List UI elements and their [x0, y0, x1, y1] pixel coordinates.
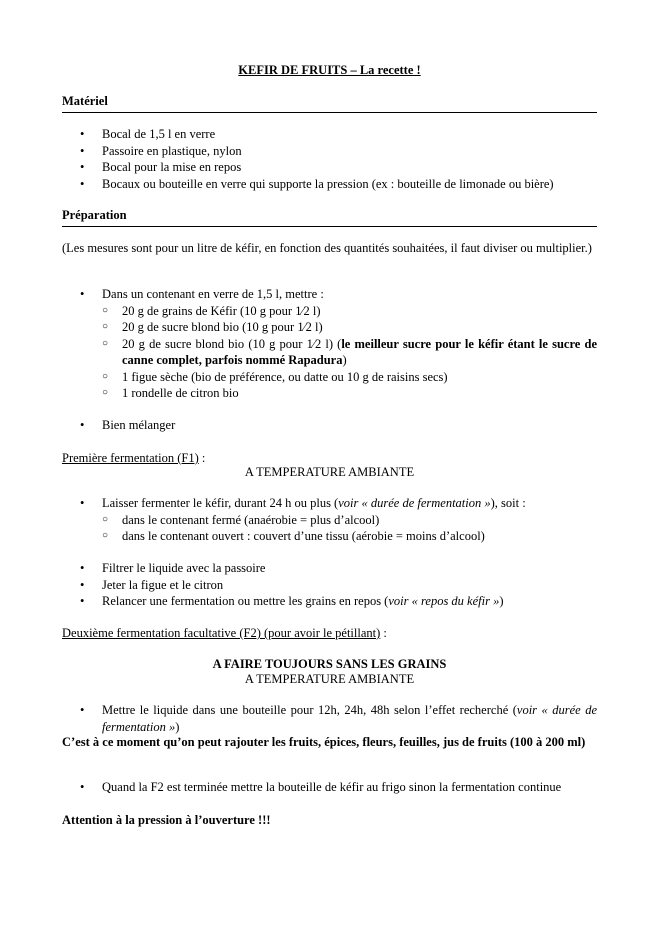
list-item: • Passoire en plastique, nylon	[80, 143, 242, 158]
materiel-heading: Matériel	[62, 93, 597, 113]
pressure-warning: Attention à la pression à l’ouverture !!!	[62, 813, 271, 827]
f2-list	[80, 702, 597, 735]
f2-note: C’est à ce moment qu’on peut rajouter les fruits, épices, fleurs, feuilles, jus de fruits (100 à 200 ml)	[62, 735, 586, 749]
ingredient-item: ○ 20 g de sucre blond bio (10 g pour 1⁄2 l)	[102, 320, 323, 334]
f2-subtitle: A TEMPERATURE AMBIANTE	[244, 672, 415, 686]
ingredient-item: ○ 1 rondelle de citron bio	[102, 386, 239, 400]
materiel-list	[80, 126, 597, 192]
list-item: • Mettre le liquide dans une bouteille pour 12h, 24h, 48h selon l’effet recherché (voir « durée de fermentation »)	[80, 703, 597, 734]
ferment-option: ○ dans le contenant ouvert : couvert d’une tissu (aérobie = moins d’alcool)	[102, 529, 485, 543]
ingredient-item: ○ 1 figue sèche (bio de préférence, ou datte ou 10 g de raisins secs)	[102, 369, 448, 384]
f1-steps-list	[80, 560, 597, 610]
f1-subtitle: A TEMPERATURE AMBIANTE	[244, 465, 415, 479]
list-item: • Laisser fermenter le kéfir, durant 24 h ou plus (voir « durée de fermentation »), soit : ○ dans le contenant fermé (anaérobie = plus d’alcool) ○ dans le contenant ouvert : couvert d’une tissu (aérobie = moins d’alcool)	[102, 495, 597, 545]
preparation-list	[80, 286, 597, 402]
preparation-intro: (Les mesures sont pour un litre de kéfir, en fonction des quantités souhaitées, il faut diviser ou multiplier.)	[62, 241, 592, 255]
list-item: • Bocal pour la mise en repos	[80, 160, 242, 174]
list-item: • Quand la F2 est terminée mettre la bouteille de kéfir au frigo sinon la fermentation continue	[80, 780, 562, 794]
list-item: • Bocal de 1,5 l en verre	[80, 127, 216, 141]
list-item: • Bien mélanger	[80, 418, 176, 432]
list-item: • Dans un contenant en verre de 1,5 l, mettre : ○ 20 g de grains de Kéfir (10 g pour 1⁄2 l) ○ 20 g de sucre blond bio (10 g pour 1⁄2 l) ○ 20 g de sucre blond bio (10 g pour 1⁄2 l) (le meilleur sucre pour le kéfir étant le sucre de canne complet, parfois nommé Rapadura) ○ 1 figue sèche (bio de préférence, ou datte ou 10 g de raisins secs) ○ 1 rondelle de citron bio	[80, 287, 597, 400]
ingredient-item: ○ 20 g de sucre blond bio (10 g pour 1⁄2 l) (le meilleur sucre pour le kéfir étant le sucre de canne complet, parfois nommé Rapadura)	[102, 336, 597, 367]
f1-list	[80, 495, 597, 545]
list-item: • Filtrer le liquide avec la passoire	[80, 561, 266, 575]
ingredients-list	[102, 303, 597, 402]
f2-fridge-list	[80, 779, 597, 796]
f2-subtitle-bold: A FAIRE TOUJOURS SANS LES GRAINS	[212, 657, 447, 671]
document-title: KEFIR DE FRUITS – La recette !	[238, 63, 421, 77]
f1-heading: Première fermentation (F1) :	[62, 451, 206, 465]
ferment-option: ○ dans le contenant fermé (anaérobie = plus d’alcool)	[102, 512, 380, 527]
f2-heading: Deuxième fermentation facultative (F2) (pour avoir le pétillant) :	[62, 626, 387, 640]
list-item: • Jeter la figue et le citron	[80, 577, 224, 592]
preparation-heading: Préparation	[62, 207, 597, 227]
preparation-list-2	[80, 417, 597, 434]
list-item: • Bocaux ou bouteille en verre qui supporte la pression (ex : bouteille de limonade ou bière)	[80, 176, 554, 191]
ferment-sub-list	[102, 512, 597, 545]
list-item: • Relancer une fermentation ou mettre les grains en repos (voir « repos du kéfir »)	[80, 594, 504, 608]
ingredient-item: ○ 20 g de grains de Kéfir (10 g pour 1⁄2 l)	[102, 303, 321, 318]
